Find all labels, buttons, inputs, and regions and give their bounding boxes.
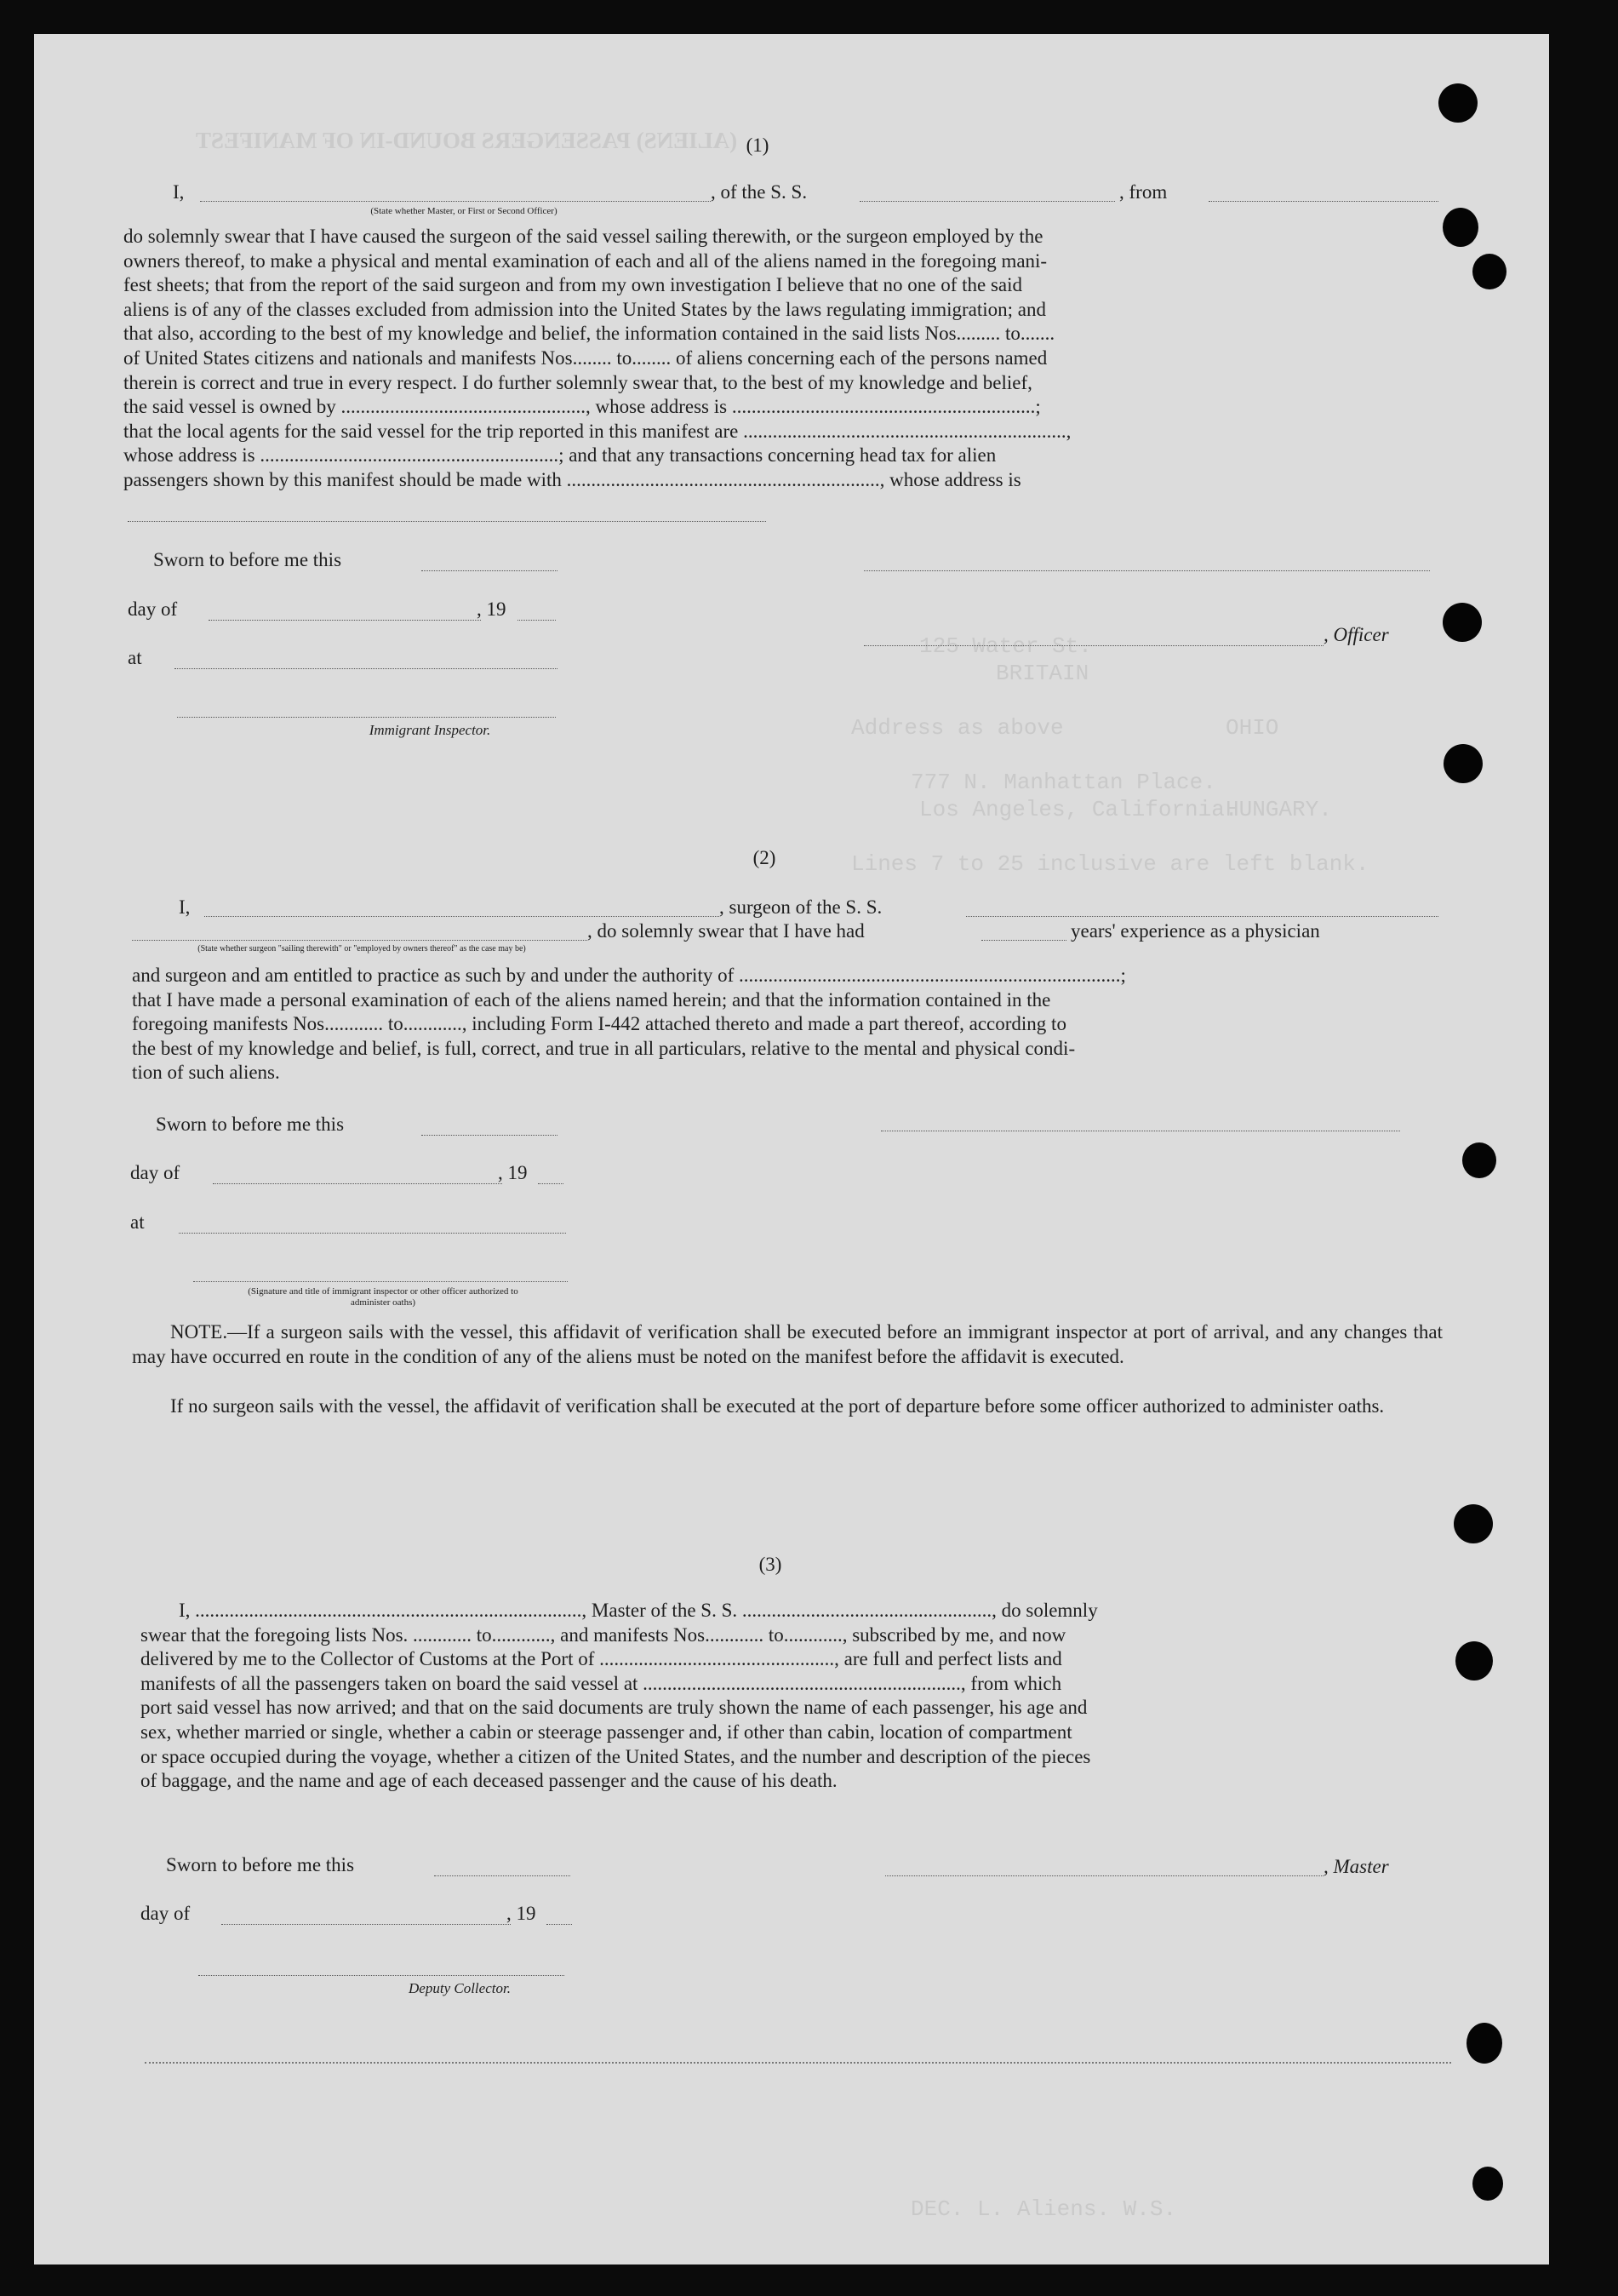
section-3-sworn: Sworn to before me this: [166, 1854, 355, 1875]
paragraph-line: of baggage, and the name and age of each deceased passenger and the cause of his death.: [140, 1770, 838, 1792]
paragraph-line: fest sheets; that from the report of the said surgeon and from my own investigation I believe that no one of the said: [123, 274, 1023, 296]
section-2-day-of: day of: [130, 1162, 180, 1183]
inspector-signature-line: [177, 717, 556, 718]
paragraph-line: and surgeon and am entitled to practice as such by and under the authority of ..............................................................................;: [132, 965, 1126, 986]
paragraph-line: whose address is .............................................................; and that any transactions concerning head tax for alien: [123, 444, 997, 467]
paragraph-line: owners thereof, to make a physical and mental examination of each and all of the aliens named in the foregoing mani-: [123, 249, 1048, 272]
section-3-deputy: Deputy Collector.: [409, 1980, 511, 1996]
section-1-ss: , of the S. S.: [711, 181, 808, 203]
ghost-line: Lines 7 to 25 inclusive are left blank.: [851, 851, 1369, 877]
at-line: [179, 1233, 566, 1234]
ghost-line: OHIO: [1226, 715, 1279, 741]
sworn-day-line: [421, 570, 557, 571]
officer-line: [864, 645, 1324, 646]
ghost-line: Address as above: [851, 715, 1064, 741]
section-2-years: years' experience as a physician: [1071, 920, 1320, 942]
section-2-note-1: [132, 1320, 1443, 1369]
section-2-number: (2): [752, 847, 776, 868]
paragraph-line: manifests of all the passengers taken on board the said vessel at ................................................................., from which: [140, 1672, 1062, 1694]
surgeon-name-line: [204, 916, 719, 917]
paragraph-line: that the local agents for the said vessel for the trip reported in this manifest are ..................................................................,: [123, 420, 1072, 442]
section-2-year: , 19: [498, 1162, 528, 1183]
inspector-signature-line: [193, 1281, 568, 1282]
section-3-year: , 19: [506, 1903, 536, 1924]
note-label: NOTE.: [170, 1321, 228, 1343]
sworn-day-line: [421, 1135, 557, 1136]
section-2-note: (State whether surgeon "sailing therewith" or "employed by owners thereof" as the case may be): [197, 944, 526, 953]
address-line: [128, 521, 766, 522]
section-1-day-of: day of: [128, 598, 178, 620]
bottom-rule: [145, 2062, 1451, 2064]
paragraph-line: delivered by me to the Collector of Customs at the Port of ................................................, are full and perfect lists and: [140, 1648, 1062, 1670]
from-port-line: [1209, 201, 1438, 202]
officer-signature-line: [864, 570, 1430, 571]
section-1-year: , 19: [477, 598, 506, 620]
section-1-paragraph: [123, 225, 1438, 493]
note-text: —If a surgeon sails with the vessel, this affidavit of verification shall be executed before an immigrant inspector at port of arrival, and any changes that may have occurred en route in the condition of any of the aliens must be noted on the manifest before the affidavit is executed.: [132, 1321, 1443, 1367]
master-signature-line: [885, 1875, 1324, 1876]
manifest-page: [34, 34, 1549, 2265]
punch-hole: [1455, 1641, 1493, 1680]
paragraph-line: I, ..............................................................................., Master of the S. S. ..................................................., do solemnly: [179, 1600, 1098, 1621]
ghost-line: 125 Water St.: [919, 633, 1092, 659]
ghost-line: Los Angeles, California.: [919, 797, 1238, 822]
ghost-line: 777 N. Manhattan Place.: [911, 770, 1216, 795]
section-1-from: , from: [1119, 181, 1168, 203]
section-2-surgeon: , surgeon of the S. S.: [719, 896, 883, 918]
ghost-line: BRITAIN: [996, 661, 1089, 686]
day-of-line: [221, 1924, 511, 1925]
paragraph-line: or space occupied during the voyage, whether a citizen of the United States, and the number and description of the pieces: [140, 1745, 1091, 1767]
years-line: [981, 940, 1066, 941]
section-3-master: , Master: [1324, 1856, 1389, 1877]
paragraph-line: aliens is of any of the classes excluded from admission into the United States by the laws regulating immigration; and: [123, 298, 1046, 320]
year-line: [546, 1924, 572, 1925]
year-line: [517, 620, 556, 621]
section-2-note-2: [132, 1394, 1443, 1418]
punch-hole: [1443, 208, 1478, 247]
section-1-number: (1): [746, 135, 769, 156]
paragraph-line: sex, whether married or single, whether a cabin or steerage passenger and, if other than cabin, location of compartment: [140, 1721, 1072, 1743]
paragraph-line: the said vessel is owned by .................................................., whose address is ..............................................................;: [123, 396, 1041, 418]
paragraph-line: port said vessel has now arrived; and that on the said documents are truly shown the name of each passenger, his age and: [140, 1697, 1088, 1719]
at-line: [174, 668, 557, 669]
punch-hole: [1438, 83, 1478, 123]
section-3-paragraph: [140, 1599, 1451, 1794]
vessel-name-line: [860, 201, 1115, 202]
section-2-sworn: Sworn to before me this: [156, 1114, 345, 1135]
section-2-swear: , do solemnly swear that I have had: [587, 920, 865, 942]
note-text: If no surgeon sails with the vessel, the affidavit of verification shall be executed at the port of departure before some officer authorized to administer oaths.: [170, 1395, 1385, 1417]
surgeon-status-line: [132, 940, 587, 941]
paragraph-line: swear that the foregoing lists Nos. ............ to............, and manifests Nos............ to............, subscribed by me, and now: [140, 1623, 1066, 1646]
section-2-paragraph: [132, 964, 1443, 1085]
paragraph-line: the best of my knowledge and belief, is full, correct, and true in all particulars, relative to the mental and physical condi-: [132, 1037, 1076, 1059]
section-1-sworn: Sworn to before me this: [153, 549, 342, 570]
paragraph-line: foregoing manifests Nos............ to............, including Form I-442 attached thereto and made a part thereof, according to: [132, 1013, 1066, 1035]
day-of-line: [213, 1183, 502, 1184]
section-2-sig-note: (Signature and title of immigrant inspector or other officer authorized to administer oaths): [248, 1286, 518, 1308]
punch-hole: [1472, 254, 1507, 289]
deputy-signature-line: [198, 1975, 564, 1976]
paragraph-line: of United States citizens and nationals and manifests Nos........ to........ of aliens concerning each of the persons named: [123, 346, 1048, 369]
section-1-officer: , Officer: [1324, 624, 1389, 645]
paragraph-line: therein is correct and true in every respect. I do further solemnly swear that, to the best of my knowledge and belief,: [123, 371, 1032, 393]
paragraph-line: passengers shown by this manifest should be made with ................................................................, whose address is: [123, 468, 1021, 490]
punch-hole: [1466, 2023, 1502, 2064]
section-3-number: (3): [758, 1554, 782, 1575]
paragraph-line: do solemnly swear that I have caused the surgeon of the said vessel sailing therewith, or the surgeon employed by the: [123, 226, 1043, 247]
year-line: [538, 1183, 563, 1184]
surgeon-vessel-line: [966, 916, 1438, 917]
paragraph-line: tion of such aliens.: [132, 1062, 280, 1084]
paragraph-line: that I have made a personal examination of each of the aliens named herein; and that the information contained in the: [132, 988, 1051, 1011]
day-of-line: [209, 620, 481, 621]
ghost-footer: DEC. L. Aliens. W.S.: [911, 2196, 1177, 2222]
section-3-day-of: day of: [140, 1903, 191, 1924]
punch-hole: [1472, 2167, 1503, 2201]
section-2-at: at: [130, 1211, 145, 1233]
paragraph-line: that also, according to the best of my knowledge and belief, the information contained in the said lists Nos......... to.......: [123, 323, 1055, 345]
ghost-line: HUNGARY.: [1226, 797, 1332, 822]
section-1-note: (State whether Master, or First or Second Officer): [370, 206, 557, 216]
ghost-header: (ALIENS) PASSENGERS BOUND-IN OF MANIFEST: [196, 128, 738, 153]
master-name-line: [200, 201, 711, 202]
punch-hole: [1462, 1142, 1496, 1178]
section-2-i: I,: [179, 896, 191, 918]
punch-hole: [1443, 603, 1482, 642]
sworn-day-line: [434, 1875, 570, 1876]
section-1-i: I,: [173, 181, 185, 203]
punch-hole: [1444, 744, 1483, 783]
section-1-at: at: [128, 647, 142, 668]
punch-hole: [1454, 1504, 1493, 1543]
section-1-inspector: Immigrant Inspector.: [369, 722, 491, 738]
